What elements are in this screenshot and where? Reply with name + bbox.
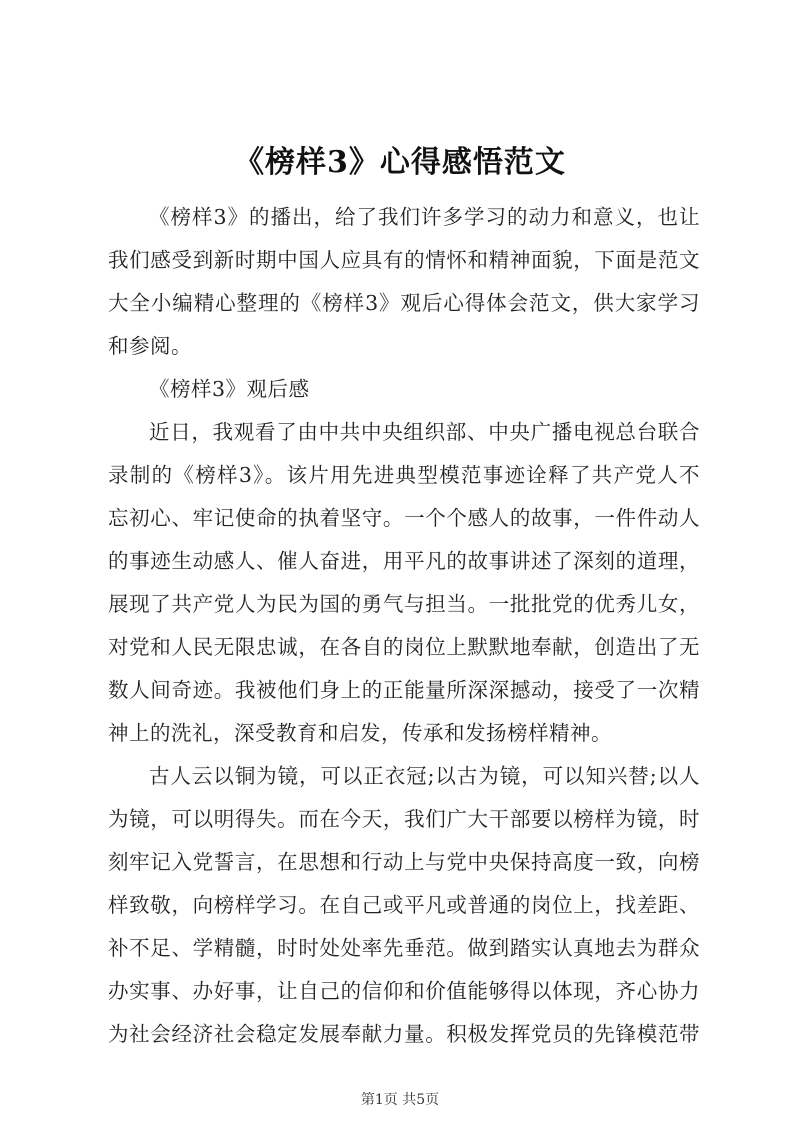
paragraph-line: 为镜，可以明得失。而在今天，我们广大干部要以榜样为镜，时 [108, 807, 700, 831]
paragraph-line: 数人间奇迹。我被他们身上的正能量所深深撼动，接受了一次精 [108, 678, 700, 702]
paragraph-line: 录制的《榜样3》。该片用先进典型模范事迹诠释了共产党人不 [108, 463, 700, 487]
paragraph-line: 近日，我观看了由中共中央组织部、中央广播电视总台联合 [149, 420, 700, 444]
paragraph-line: 展现了共产党人为民为国的勇气与担当。一批批党的优秀儿女， [108, 592, 700, 616]
document-title: 《榜样3》心得感悟范文 [234, 145, 566, 180]
paragraph-line: 为社会经济社会稳定发展奉献力量。积极发挥党员的先锋模范带 [108, 1022, 700, 1046]
page-number: 第1页 共5页 [360, 1092, 440, 1108]
paragraph-line: 大全小编精心整理的《榜样3》观后心得体会范文，供大家学习 [108, 291, 700, 315]
paragraph-line: 我们感受到新时期中国人应具有的情怀和精神面貌，下面是范文 [108, 248, 700, 272]
paragraph-line: 刻牢记入党誓言，在思想和行动上与党中央保持高度一致，向榜 [108, 850, 700, 874]
paragraph-line: 和参阅。 [108, 334, 192, 358]
paragraph-line: 样致敬，向榜样学习。在自己或平凡或普通的岗位上，找差距、 [108, 893, 700, 917]
section-heading: 《榜样3》观后感 [149, 377, 310, 401]
paragraph-line: 神上的洗礼，深受教育和启发，传承和发扬榜样精神。 [108, 721, 612, 745]
paragraph-line: 古人云以铜为镜，可以正衣冠;以古为镜，可以知兴替;以人 [149, 764, 700, 788]
paragraph-line: 对党和人民无限忠诚，在各自的岗位上默默地奉献，创造出了无 [108, 635, 700, 659]
paragraph-line: 的事迹生动感人、催人奋进，用平凡的故事讲述了深刻的道理， [108, 549, 700, 573]
paragraph-line: 忘初心、牢记使命的执着坚守。一个个感人的故事，一件件动人 [108, 506, 700, 530]
paragraph-line: 办实事、办好事，让自己的信仰和价值能够得以体现，齐心协力 [108, 979, 700, 1003]
paragraph-line: 《榜样3》的播出，给了我们许多学习的动力和意义，也让 [149, 205, 700, 229]
paragraph-line: 补不足、学精髓，时时处处率先垂范。做到踏实认真地去为群众 [108, 936, 700, 960]
